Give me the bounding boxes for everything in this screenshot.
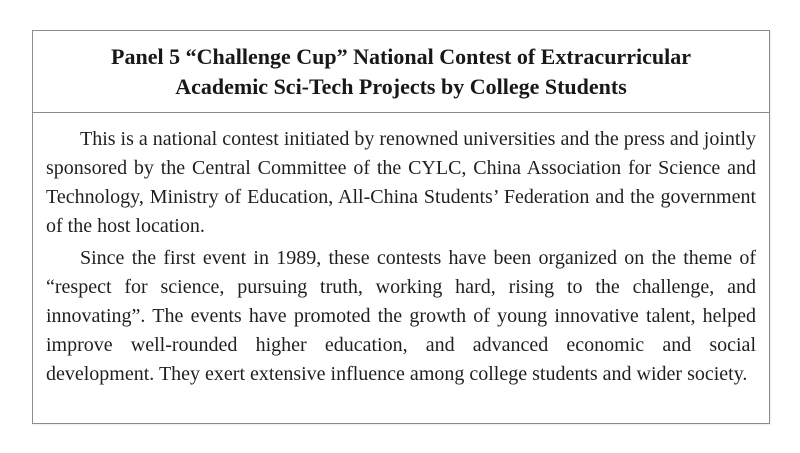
panel-title-line-2: Academic Sci-Tech Projects by College Students (175, 74, 627, 99)
panel-body (33, 113, 769, 389)
panel-title (33, 31, 769, 113)
paragraph-sponsors: This is a national contest initiated by renowned universities and the press and jointly sponsored by the Central Committee of the CYLC, China Association for Science and Technology, Ministry of Education, All-China Students’ Federation and the government of the host location. (46, 128, 756, 237)
panel-title-line-1: Panel 5 “Challenge Cup” National Contest of Extracurricular (111, 44, 691, 69)
panel-box (32, 30, 770, 424)
paragraph-history: Since the first event in 1989, these contests have been organized on the theme of “respect for science, pursuing truth, working hard, rising to the challenge, and innovating”. The events have promoted the growth of young innovative talent, helped improve well-rounded higher education, and advanced economic and social development. They exert extensive influence among college students and wider society. (46, 247, 756, 385)
